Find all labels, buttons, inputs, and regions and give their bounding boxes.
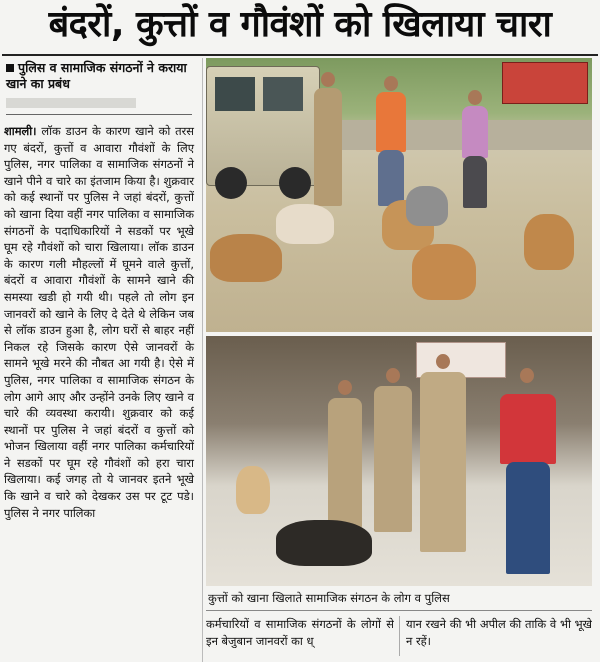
continuation-column-b: यान रखने की भी अपील की ताकि वे भी भूखे न रहें।: [406, 617, 592, 648]
road: [326, 120, 592, 150]
dateline: शामली।: [4, 124, 37, 138]
police-jeep: [206, 66, 320, 186]
dog: [236, 466, 270, 514]
photo-street-animals: [206, 58, 592, 332]
dog: [524, 214, 574, 270]
byline-blurred: [6, 98, 136, 108]
column-divider: [202, 58, 203, 662]
police-officer: [420, 372, 466, 552]
dog: [406, 186, 448, 226]
police-officer: [374, 386, 412, 532]
dog: [276, 520, 372, 566]
article-text: लॉक डाउन के कारण खाने को तरस गए बंदरों, कुत्तों व आवारा गौवंशों के लिए पुलिस, नगर पालिका व सामाजिक संगठनों ने खाने पीने व चारे का इंतजाम किया है। शुक्रवार को कई स्थानों पर पुलिस ने जहां बंदरों, कुत्तों को खाना दिया वहीं नगर पालिका व सामाजिक संगठनों के पदाधिकारियों ने सडकों पर भूखे घूम रहे गौवंशों को चारा खिलाया। लॉक डाउन के कारण गली मौहल्लों में घूमने वाले कुत्तों, बंदरों व आवारा गौवंशों के सामने खाने की समस्या खडी हो गयी थी। पहले तो लोग इन जानवरों को खाने के लिए दे देते थे लेकिन जब से लॉक डाउन हुआ है, लोग घरों से बाहर नहीं निकल रहे जिसके कारण ऐसे जानवरों के सामने भूखे मरने की नौबत आ गयी है। ऐसे में पुलिस, नगर पालिका व सामाजिक संगठन के लोग आगे आए और उन्होंने उनके लिए खाने व चारे की व्यवस्था करायी। शुक्रवार को कई स्थानों पर पुलिस ने जहां बंदरों व कुत्तों को भोजन खिलाया वहीं नगर पालिका कर्मचारियों ने सडकों पर घूम रहे गौवंशों को हरा चारा खिलाया। कई जगह तो ये जानवर इतने भूखे कि खाने व चारे को देखकर उस पर टूट पडे। पुलिस ने नगर पालिका: [4, 124, 194, 520]
photo-caption: कुत्तों को खाना खिलाते सामाजिक संगठन के लोग व पुलिस: [208, 591, 450, 605]
article-body: [0, 115, 200, 521]
dog: [412, 244, 476, 300]
square-bullet-icon: [6, 64, 14, 72]
headline-rule: [2, 54, 598, 56]
man-pink-shirt: [462, 106, 488, 158]
police-officer: [314, 88, 342, 206]
subheading: [0, 58, 200, 92]
subheading-text: पुलिस व सामाजिक संगठनों ने कराया खाने का प्रबंध: [6, 60, 187, 91]
continuation-column-a: कर्मचारियों व सामाजिक संगठनों के लोगों से इन बेजुबान जानवरों का ध्: [206, 617, 394, 648]
article-column: [0, 58, 200, 662]
dog: [276, 204, 334, 244]
photo-police-feeding-dogs: [206, 336, 592, 586]
dog: [210, 234, 282, 282]
headline: बंदरों, कुत्तों व गौवंशों को खिलाया चारा: [48, 4, 552, 45]
continuation-divider: [399, 616, 400, 656]
policewoman: [328, 398, 362, 528]
red-signboard: [502, 62, 588, 104]
man-orange-shirt: [376, 92, 406, 152]
man-red-tshirt: [500, 394, 556, 464]
caption-rule: [206, 610, 592, 611]
